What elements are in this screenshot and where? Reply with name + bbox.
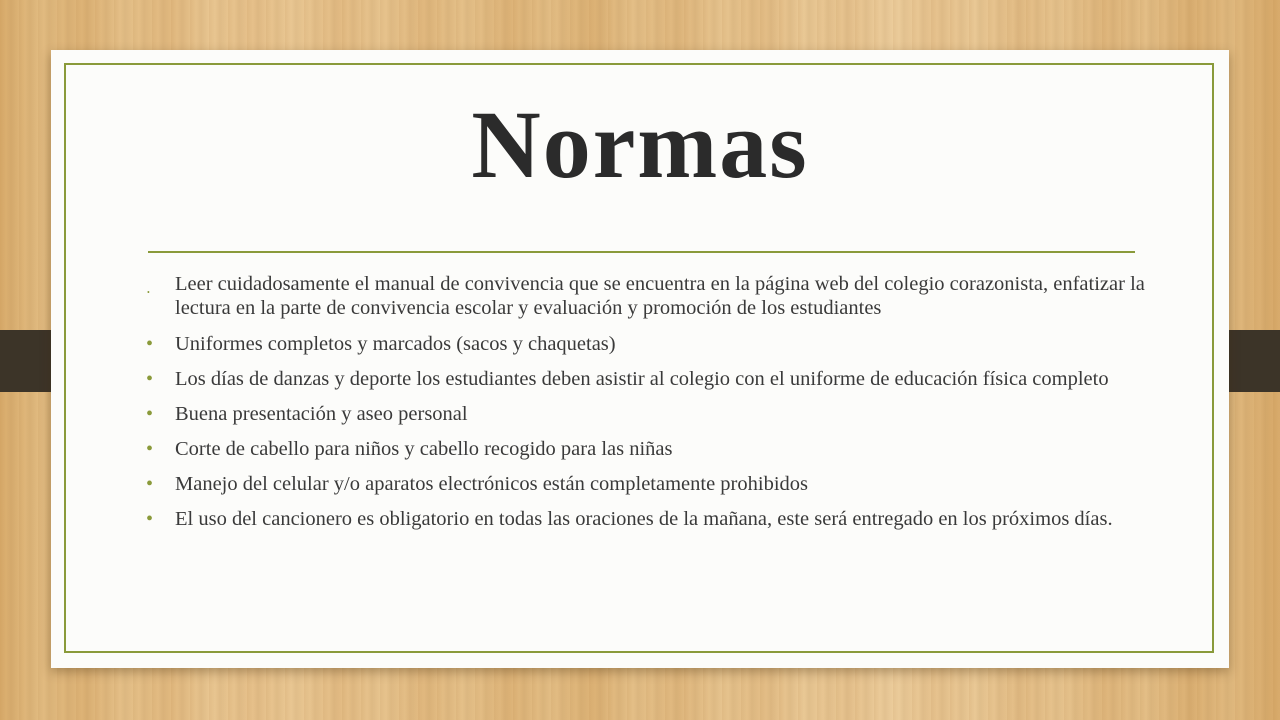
list-item: [140, 437, 1150, 461]
list-item-text: Corte de cabello para niños y cabello recogido para las niñas: [175, 438, 673, 460]
title-divider: [148, 251, 1135, 253]
list-item-text: Uniformes completos y marcados (sacos y chaquetas): [175, 333, 616, 355]
rules-list: [140, 272, 1150, 542]
bullet-icon: •: [146, 473, 154, 495]
list-item-text: Los días de danzas y deporte los estudiantes deben asistir al colegio con el uniforme de educación física completo: [175, 368, 1109, 390]
list-item: [140, 507, 1150, 531]
list-item-text: El uso del cancionero es obligatorio en todas las oraciones de la mañana, este será entregado en los próximos días.: [175, 508, 1113, 530]
bullet-icon: •: [146, 333, 154, 355]
slide-title: Normas: [471, 91, 809, 198]
list-item: [140, 272, 1150, 320]
slide-card: [51, 50, 1229, 668]
list-item: [140, 367, 1150, 391]
bullet-icon: •: [147, 288, 150, 297]
list-item: [140, 332, 1150, 356]
list-item: [140, 402, 1150, 426]
bullet-icon: •: [146, 508, 154, 530]
bullet-icon: •: [146, 403, 154, 425]
list-item-text: Leer cuidadosamente el manual de convivencia que se encuentra en la página web del colegio corazonista, enfatizar la lectura en la parte de convivencia escolar y evaluación y promoción de los estudiantes: [175, 273, 1145, 319]
list-item-text: Buena presentación y aseo personal: [175, 403, 468, 425]
list-item-text: Manejo del celular y/o aparatos electrónicos están completamente prohibidos: [175, 473, 808, 495]
list-item: [140, 472, 1150, 496]
bullet-icon: •: [146, 438, 154, 460]
bullet-icon: •: [146, 368, 154, 390]
